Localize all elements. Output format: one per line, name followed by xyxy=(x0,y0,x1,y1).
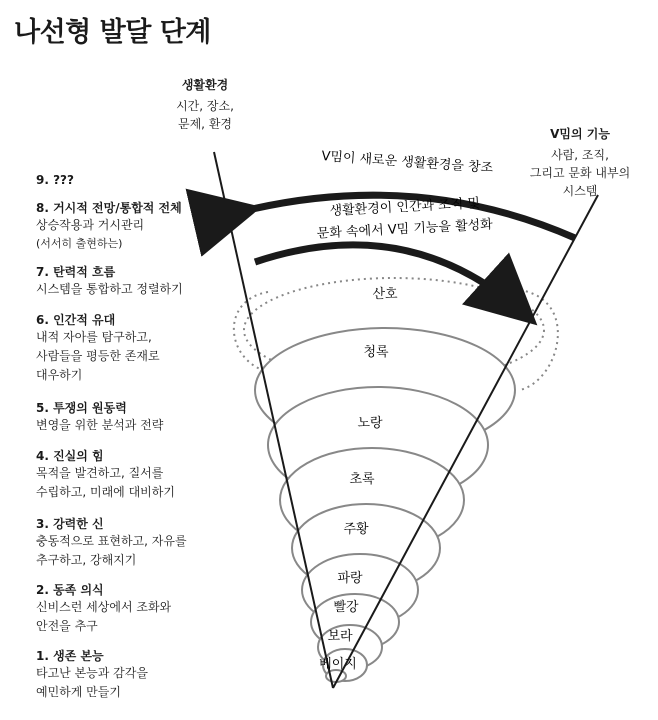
level-4-title: 4. 진실의 힘 xyxy=(36,449,104,463)
level-7-desc-1: 시스템을 통합하고 정렬하기 xyxy=(36,282,183,296)
color-label-red: 빨강 xyxy=(333,600,359,615)
level-3-title: 3. 강력한 신 xyxy=(36,517,104,531)
level-4-desc-1: 목적을 발견하고, 질서를 xyxy=(36,466,164,480)
level-1 xyxy=(36,648,148,702)
level-2-desc-2: 안전을 추구 xyxy=(36,619,98,633)
level-6-desc-1: 내적 자아를 탐구하고, xyxy=(36,330,152,344)
level-1-desc-2: 예민하게 만들기 xyxy=(36,685,121,699)
level-3 xyxy=(36,516,187,570)
color-label-beige: 베이지 xyxy=(319,657,357,672)
level-5 xyxy=(36,400,163,435)
level-2-title: 2. 동족 의식 xyxy=(36,583,104,597)
level-1-title: 1. 생존 본능 xyxy=(36,649,104,663)
right-axis-line-1: 사람, 조직, xyxy=(551,148,609,162)
left-axis-line-2: 문제, 환경 xyxy=(178,117,232,131)
level-2 xyxy=(36,582,171,636)
arrow-bottom-label-1: 생활환경이 인간과 조직 및 xyxy=(329,196,481,219)
arrow-top-label: V밈이 새로운 생활환경을 창조 xyxy=(320,149,494,176)
level-3-desc-2: 추구하고, 강해지기 xyxy=(36,553,137,567)
level-4 xyxy=(36,448,175,502)
color-label-orange: 주황 xyxy=(343,522,369,537)
level-3-desc-1: 충동적으로 표현하고, 자유를 xyxy=(36,534,187,548)
arrow-bottom-curve xyxy=(255,245,527,316)
level-1-desc-1: 타고난 본능과 감각을 xyxy=(36,666,148,680)
level-4-desc-2: 수립하고, 미래에 대비하기 xyxy=(36,485,175,499)
level-7 xyxy=(36,264,183,299)
level-9 xyxy=(36,172,74,188)
level-2-desc-1: 신비스런 세상에서 조화와 xyxy=(36,600,172,614)
color-label-coral: 산호 xyxy=(372,287,398,302)
page-title: 나선형 발달 단계 xyxy=(14,17,211,48)
level-7-title: 7. 탄력적 흐름 xyxy=(36,265,116,279)
color-label-yellow: 노랑 xyxy=(357,416,383,431)
level-9-title: 9. ??? xyxy=(36,173,74,187)
right-axis-line-2: 그리고 문화 내부의 xyxy=(529,166,631,180)
right-axis-heading: V밈의 기능 xyxy=(550,127,610,141)
left-axis-line-1: 시간, 장소, xyxy=(176,99,234,113)
level-6-desc-2: 사람들을 평등한 존재로 xyxy=(36,349,160,363)
level-8-note: (서서히 출현하는) xyxy=(36,237,123,250)
level-6-title: 6. 인간적 유대 xyxy=(36,313,116,327)
color-label-purple: 보라 xyxy=(327,629,353,644)
arrow-bottom-label-2: 문화 속에서 V밈 기능을 활성화 xyxy=(316,217,494,242)
level-8 xyxy=(36,200,182,253)
color-label-teal: 청록 xyxy=(363,345,389,360)
right-axis-line-3: 시스템 xyxy=(562,184,598,198)
left-axis-heading: 생활환경 xyxy=(181,78,229,92)
level-5-title: 5. 투쟁의 원동력 xyxy=(36,401,127,415)
level-6-desc-3: 대우하기 xyxy=(36,368,83,382)
level-8-desc-1: 상승작용과 거시관리 xyxy=(36,218,145,232)
level-6 xyxy=(36,312,160,385)
color-label-green: 초록 xyxy=(349,472,375,487)
level-5-desc-1: 변영을 위한 분석과 전략 xyxy=(36,418,164,432)
color-label-blue: 파랑 xyxy=(337,571,363,586)
level-8-title: 8. 거시적 전망/통합적 전체 xyxy=(36,201,182,215)
